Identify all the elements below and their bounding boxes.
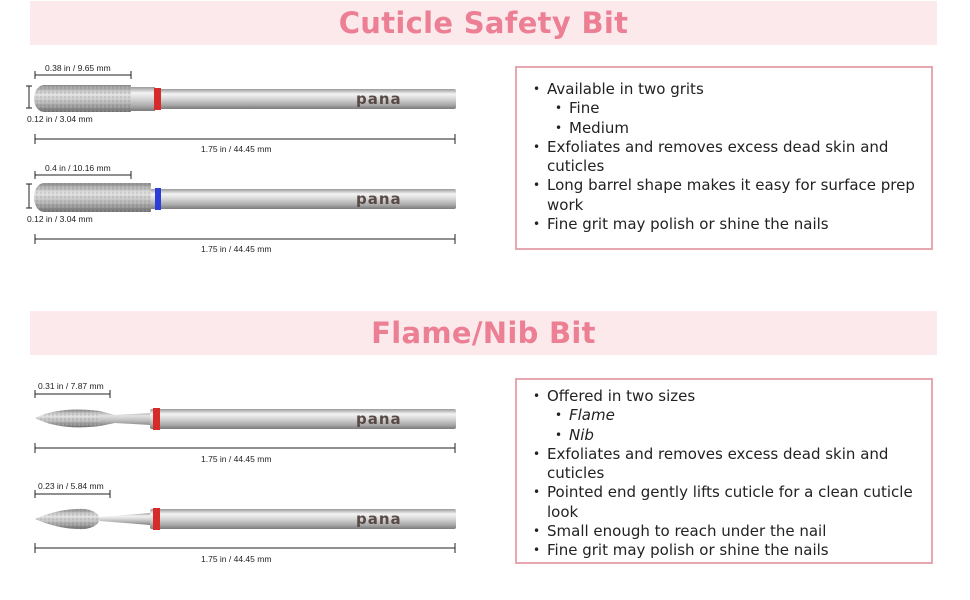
nib-bit (0, 478, 500, 568)
length-label: 1.75 in / 44.45 mm (201, 144, 272, 154)
head-dim-label: 0.38 in / 9.65 mm (45, 63, 111, 73)
head-dim-label: 0.4 in / 10.16 mm (45, 163, 111, 173)
head-dim-label: 0.23 in / 5.84 mm (38, 481, 104, 491)
brand-logo: pana (356, 190, 402, 208)
feature-point: • Pointed end gently lifts cuticle for a clean cuticle look (533, 483, 921, 522)
grit-band (155, 188, 161, 210)
section-banner-flame (30, 311, 937, 355)
length-label: 1.75 in / 44.45 mm (201, 554, 272, 564)
section-banner-cuticle (30, 1, 937, 45)
grit-option-medium: • Medium (533, 119, 921, 138)
brand-logo: pana (356, 90, 402, 108)
head-dim-label: 0.31 in / 7.87 mm (38, 381, 104, 391)
brand-logo: pana (356, 410, 402, 428)
flame-features-box (515, 378, 933, 564)
brand-logo: pana (356, 510, 402, 528)
section-title: Flame/Nib Bit (371, 316, 596, 350)
length-label: 1.75 in / 44.45 mm (201, 244, 272, 254)
feature-point: • Fine grit may polish or shine the nails (533, 215, 921, 234)
grit-band (153, 408, 160, 430)
size-option-nib: • Nib (533, 426, 921, 445)
feature-point: • Long barrel shape makes it easy for surface prep work (533, 176, 921, 215)
feature-intro: • Available in two grits (533, 80, 921, 99)
section-title: Cuticle Safety Bit (338, 6, 629, 40)
grit-band (154, 88, 161, 110)
feature-point: • Small enough to reach under the nail (533, 522, 921, 541)
cuticle-safety-bit-fine (0, 60, 500, 160)
feature-point: • Fine grit may polish or shine the nails (533, 541, 921, 560)
diameter-label: 0.12 in / 3.04 mm (27, 114, 93, 124)
flame-bit (0, 378, 500, 468)
size-option-flame: • Flame (533, 406, 921, 425)
feature-point: • Exfoliates and removes excess dead skin and cuticles (533, 138, 921, 177)
grit-band (153, 508, 160, 530)
cuticle-features-box (515, 66, 933, 250)
cuticle-safety-bit-medium (0, 160, 500, 260)
shank (148, 89, 456, 109)
feature-point: • Exfoliates and removes excess dead skin and cuticles (533, 445, 921, 484)
diameter-label: 0.12 in / 3.04 mm (27, 214, 93, 224)
feature-intro: • Offered in two sizes (533, 387, 921, 406)
length-label: 1.75 in / 44.45 mm (201, 454, 272, 464)
grit-option-fine: • Fine (533, 99, 921, 118)
